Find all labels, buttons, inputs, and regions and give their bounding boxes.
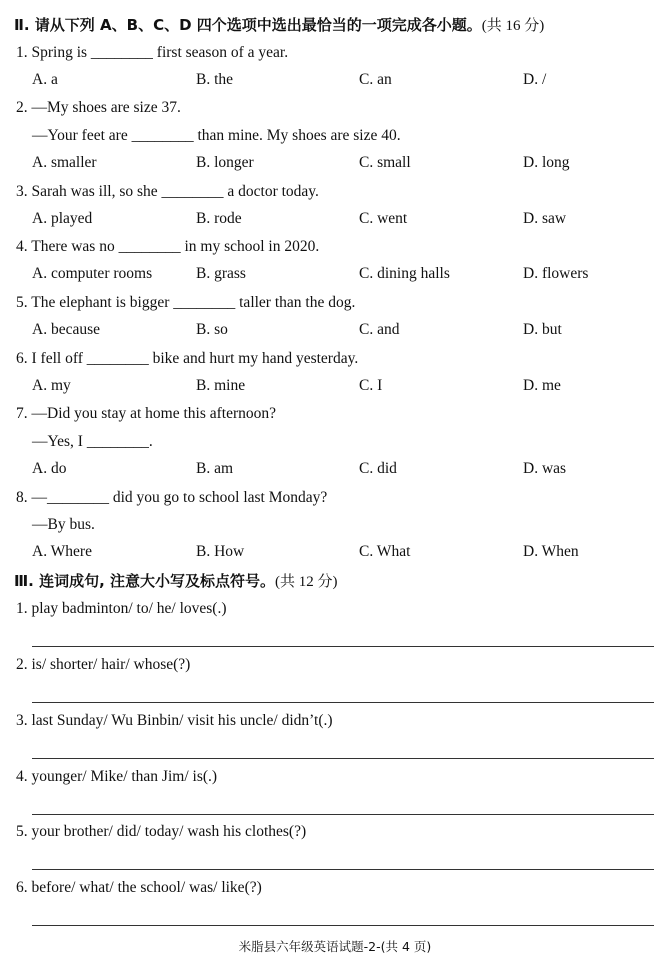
question-2-stem-line-2: —Your feet are ________ than mine. My shoes are size 40.: [32, 127, 401, 144]
answer-line-3[interactable]: [32, 758, 654, 759]
option-b: B. rode: [196, 210, 242, 227]
option-d: D. me: [523, 377, 561, 394]
section-3-points: (共 12 分): [275, 574, 338, 590]
option-c: C. What: [359, 543, 411, 560]
section-3-title-text: Ⅲ. 连词成句, 注意大小写及标点符号。: [14, 572, 276, 590]
section-3-title: [14, 571, 338, 592]
option-d: D. but: [523, 321, 562, 338]
question-1-options: [0, 71, 670, 91]
question-3-stem: 3. Sarah was ill, so she ________ a doctor today.: [16, 183, 319, 200]
question-7-options: [0, 460, 670, 480]
option-c: C. I: [359, 377, 383, 394]
option-b: B. longer: [196, 154, 254, 171]
section-2-title: [14, 15, 544, 36]
question-8-stem-line-2: —By bus.: [32, 516, 95, 533]
question-7-stem: 7. —Did you stay at home this afternoon?: [16, 405, 277, 422]
answer-line-4[interactable]: [32, 814, 654, 815]
question-6-stem: 6. I fell off ________ bike and hurt my hand yesterday.: [16, 350, 359, 367]
option-a: A. computer rooms: [32, 265, 153, 282]
question-8-stem: 8. —________ did you go to school last Monday?: [16, 489, 328, 506]
question-4-stem: 4. There was no ________ in my school in 2020.: [16, 238, 320, 255]
option-c: C. and: [359, 321, 400, 338]
option-a: A. a: [32, 71, 58, 88]
option-a: A. my: [32, 377, 71, 394]
sentence-item-6: 6. before/ what/ the school/ was/ like(?): [16, 879, 262, 896]
question-5-stem: 5. The elephant is bigger ________ taller than the dog.: [16, 294, 356, 311]
option-b: B. grass: [196, 265, 246, 282]
question-2-options: [0, 154, 670, 174]
question-1-stem: 1. Spring is ________ first season of a year.: [16, 44, 289, 61]
option-c: C. small: [359, 154, 411, 171]
question-8-options: [0, 543, 670, 563]
option-c: C. dining halls: [359, 265, 450, 282]
option-b: B. the: [196, 71, 234, 88]
page-footer: 米脂县六年级英语试题-2-(共 4 页): [238, 939, 432, 954]
option-d: D. long: [523, 154, 570, 171]
option-b: B. am: [196, 460, 234, 477]
question-2-stem: 2. —My shoes are size 37.: [16, 99, 181, 116]
option-d: D. When: [523, 543, 579, 560]
option-a: A. because: [32, 321, 100, 338]
option-a: A. do: [32, 460, 67, 477]
option-c: C. did: [359, 460, 397, 477]
sentence-item-3: 3. last Sunday/ Wu Binbin/ visit his uncle/ didn’t(.): [16, 712, 333, 729]
section-2-points: (共 16 分): [481, 18, 545, 34]
option-a: A. smaller: [32, 154, 97, 171]
question-3-options: [0, 210, 670, 230]
sentence-item-2: 2. is/ shorter/ hair/ whose(?): [16, 656, 191, 673]
answer-line-6[interactable]: [32, 925, 654, 926]
sentence-item-5: 5. your brother/ did/ today/ wash his clothes(?): [16, 823, 307, 840]
question-4-options: [0, 265, 670, 285]
question-7-stem-line-2: —Yes, I ________.: [32, 433, 153, 450]
section-2-title-text: Ⅱ. 请从下列 A、B、C、D 四个选项中选出最恰当的一项完成各小题。: [14, 16, 482, 34]
option-a: A. Where: [32, 543, 92, 560]
sentence-item-4: 4. younger/ Mike/ than Jim/ is(.): [16, 768, 218, 785]
option-b: B. How: [196, 543, 245, 560]
option-b: B. so: [196, 321, 228, 338]
question-5-options: [0, 321, 670, 341]
sentence-item-1: 1. play badminton/ to/ he/ loves(.): [16, 600, 227, 617]
option-d: D. was: [523, 460, 567, 477]
option-a: A. played: [32, 210, 93, 227]
option-c: C. an: [359, 71, 392, 88]
answer-line-1[interactable]: [32, 646, 654, 647]
question-6-options: [0, 377, 670, 397]
answer-line-2[interactable]: [32, 702, 654, 703]
option-b: B. mine: [196, 377, 246, 394]
option-d: D. flowers: [523, 265, 589, 282]
answer-line-5[interactable]: [32, 869, 654, 870]
option-d: D. /: [523, 71, 547, 88]
option-d: D. saw: [523, 210, 567, 227]
option-c: C. went: [359, 210, 408, 227]
